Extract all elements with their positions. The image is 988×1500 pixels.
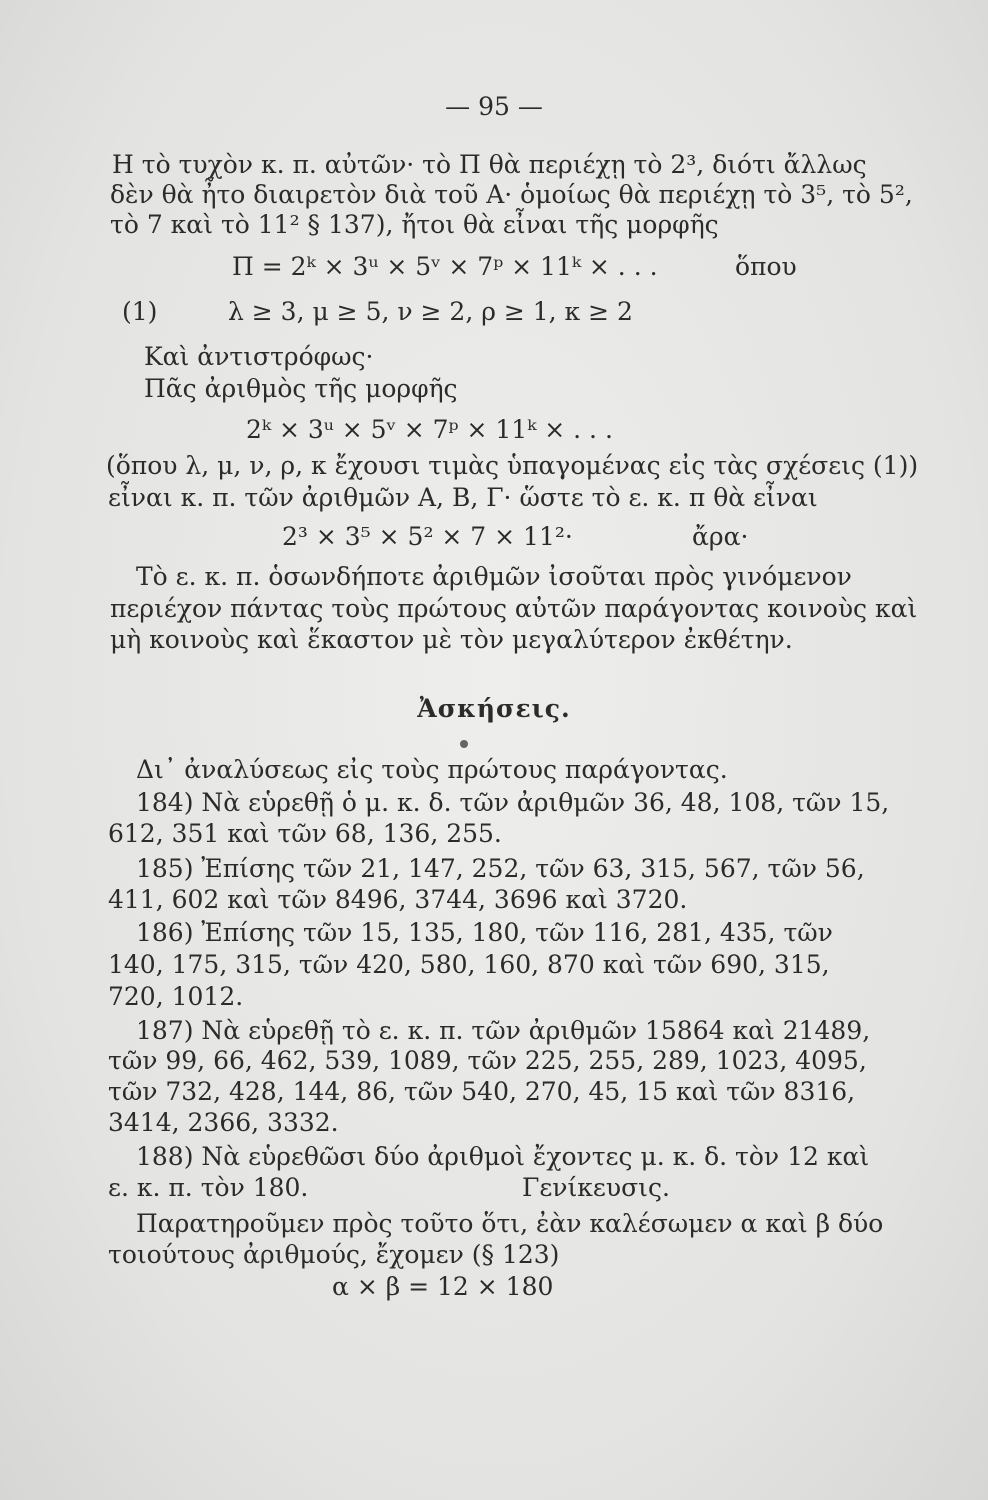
formula: Π = 2ᵏ × 3ᵘ × 5ᵛ × 7ᵖ × 11ᵏ × . . . <box>232 252 658 281</box>
ink-spot <box>460 740 468 748</box>
book-page: — 95 — Η τὸ τυχὸν κ. π. αὐτῶν· τὸ Π θὰ περιέχῃ τὸ 2³, διότι ἄλλως δὲν θὰ ἦτο διαιρετὸν διὰ τοῦ Α· ὁμοίως θὰ περιέχῃ τὸ 3⁵, τὸ 5², τὸ 7 καὶ τὸ 11² § 137), ἤτοι θὰ εἶναι τῆς μορφῆς Π = 2ᵏ × 3ᵘ × 5ᵛ × 7ᵖ × 11ᵏ × . . . ὅπου (1) λ ≥ 3, μ ≥ 5, ν ≥ 2, ρ ≥ 1, κ ≥ 2 Καὶ ἀντιστρόφως· Πᾶς ἀριθμὸς τῆς μορφῆς 2ᵏ × 3ᵘ × 5ᵛ × 7ᵖ × 11ᵏ × . . . (ὅπου λ, μ, ν, ρ, κ ἔχουσι τιμὰς ὑπαγομένας εἰς τὰς σχέσεις (1)) εἶναι κ. π. τῶν ἀριθμῶν Α, Β, Γ· ὥστε τὸ ε. κ. π θὰ εἶναι 2³ × 3⁵ × 5² × 7 × 11²· ἄρα· Τὸ ε. κ. π. ὁσωνδήποτε ἀριθμῶν ἰσοῦται πρὸς γινόμενον περιέχον πάντας τοὺς πρώτους αὐτῶν παράγοντας κοινοὺς καὶ μὴ κοινοὺς καὶ ἕκαστον μὲ τὸν μεγαλύτερον ἐκθέτην. Ἀσκήσεις. Δι᾽ ἀναλύσεως εἰς τοὺς πρώτους παράγοντας. 184) Νὰ εὑρεθῇ ὁ μ. κ. δ. τῶν ἀριθμῶν 36, 48, 108, τῶν 15, 612, 351 καὶ τῶν 68, 136, 255. 185) Ἐπίσης τῶν 21, 147, 252, τῶν 63, 315, 567, τῶν 56, 411, 602 καὶ τῶν 8496, 3744, 3696 καὶ 3720. 186) Ἐπίσης τῶν 15, 135, 180, τῶν 116, 281, 435, τῶν 140, 175, 315, τῶν 420, 580, 160, 870 καὶ τῶν 690, 315, 720, 1012. 187) Νὰ εὑρεθῇ τὸ ε. κ. π. τῶν ἀριθμῶν 15864 καὶ 21489, τῶν 99, 66, 462, 539, 1089, τῶν 225, 255, 289, 1023, 4095, τῶν 732, 428, 144, 86, τῶν 540, 270, 45, 15 καὶ τῶν 8316, 3414, 2366, 3332. 188) Νὰ εὑρεθῶσι δύο ἀριθμοὶ ἔχοντες μ. κ. δ. τὸν 12 καὶ ε. κ. π. τὸν 180. Γενίκευσις. Παρατηροῦμεν πρὸς τοῦτο ὅτι, ἐὰν καλέσωμεν α καὶ β δύο τοιούτους ἀριθμούς, ἔχομεν (§ 123) α × β = 12 × 180 <box>0 0 988 1500</box>
subheading: Γενίκευσις. <box>522 1173 670 1202</box>
margin-word: ὅπου <box>735 252 797 281</box>
formula: 2ᵏ × 3ᵘ × 5ᵛ × 7ᵖ × 11ᵏ × . . . <box>246 415 613 444</box>
equation-label: (1) <box>122 297 158 326</box>
margin-word: ἄρα· <box>692 522 749 551</box>
formula: α × β = 12 × 180 <box>332 1272 554 1301</box>
formula: 2³ × 3⁵ × 5² × 7 × 11²· <box>282 522 573 551</box>
formula: λ ≥ 3, μ ≥ 5, ν ≥ 2, ρ ≥ 1, κ ≥ 2 <box>228 297 633 326</box>
